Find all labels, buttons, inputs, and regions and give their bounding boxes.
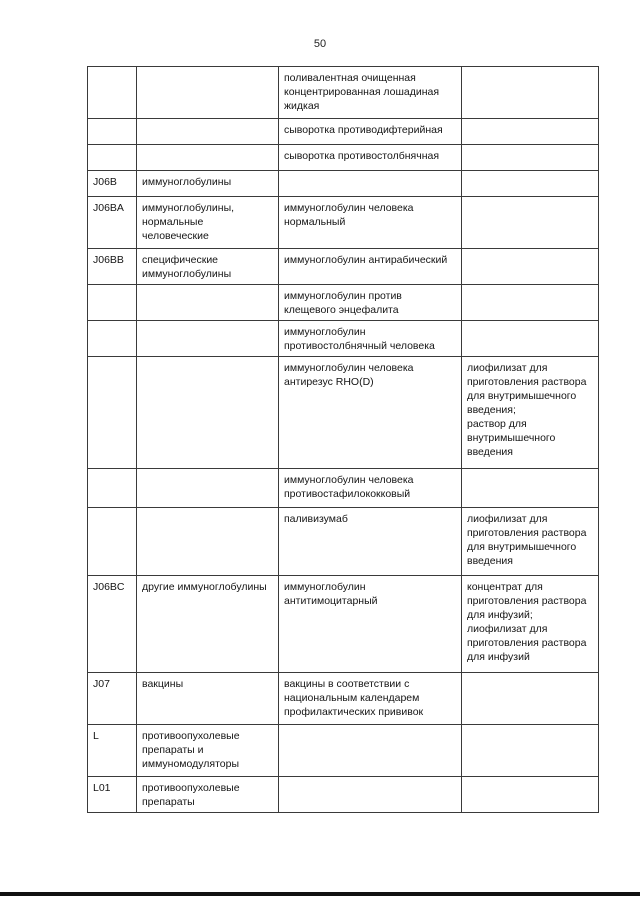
drug-name-cell — [279, 725, 462, 777]
dosage-form-cell — [462, 673, 599, 725]
atc-code-cell: J06BB — [88, 249, 137, 285]
drug-name-cell: поливалентная очищенная концентрированная лошадиная жидкая — [279, 67, 462, 119]
atc-code-cell: J06BC — [88, 576, 137, 673]
table-row — [88, 725, 599, 777]
group-name-cell: вакцины — [137, 673, 279, 725]
dosage-form-cell — [462, 321, 599, 357]
atc-code-cell — [88, 67, 137, 119]
table-row — [88, 777, 599, 813]
group-name-cell — [137, 67, 279, 119]
table-row — [88, 508, 599, 576]
table-row — [88, 145, 599, 171]
atc-code-cell — [88, 469, 137, 508]
drug-name-cell: иммуноглобулин человека нормальный — [279, 197, 462, 249]
table-row — [88, 197, 599, 249]
table-row — [88, 469, 599, 508]
table-row — [88, 576, 599, 673]
drug-name-cell: вакцины в соответствии с национальным календарем профилактических прививок — [279, 673, 462, 725]
group-name-cell — [137, 321, 279, 357]
drug-name-cell: иммуноглобулин антирабический — [279, 249, 462, 285]
drug-name-cell: иммуноглобулин противостолбнячный человека — [279, 321, 462, 357]
table-row — [88, 67, 599, 119]
dosage-form-cell: лиофилизат для приготовления раствора для внутримышечного введения; раствор для внутримышечного введения — [462, 357, 599, 469]
group-name-cell — [137, 119, 279, 145]
table-row — [88, 171, 599, 197]
dosage-form-cell: лиофилизат для приготовления раствора для внутримышечного введения — [462, 508, 599, 576]
atc-code-cell — [88, 145, 137, 171]
atc-code-cell: L — [88, 725, 137, 777]
group-name-cell: другие иммуноглобулины — [137, 576, 279, 673]
atc-code-cell: J07 — [88, 673, 137, 725]
group-name-cell — [137, 357, 279, 469]
dosage-form-cell: концентрат для приготовления раствора для инфузий; лиофилизат для приготовления раствора для инфузий — [462, 576, 599, 673]
group-name-cell: противоопухолевые препараты — [137, 777, 279, 813]
atc-code-cell — [88, 119, 137, 145]
table-row — [88, 119, 599, 145]
dosage-form-cell — [462, 197, 599, 249]
drug-name-cell: иммуноглобулин человека антирезус RHO(D) — [279, 357, 462, 469]
drug-name-cell: паливизумаб — [279, 508, 462, 576]
atc-code-cell — [88, 285, 137, 321]
group-name-cell — [137, 508, 279, 576]
atc-code-cell: J06BA — [88, 197, 137, 249]
atc-code-cell: L01 — [88, 777, 137, 813]
dosage-form-cell — [462, 171, 599, 197]
drug-name-cell: сыворотка противодифтерийная — [279, 119, 462, 145]
dosage-form-cell — [462, 469, 599, 508]
page-number: 50 — [313, 38, 327, 50]
bottom-rule — [0, 892, 640, 896]
dosage-form-cell — [462, 777, 599, 813]
dosage-form-cell — [462, 145, 599, 171]
group-name-cell: противоопухолевые препараты и иммуномодуляторы — [137, 725, 279, 777]
drug-name-cell: сыворотка противостолбнячная — [279, 145, 462, 171]
table-row — [88, 249, 599, 285]
atc-code-cell: J06B — [88, 171, 137, 197]
table-row — [88, 673, 599, 725]
dosage-form-cell — [462, 119, 599, 145]
atc-code-cell — [88, 508, 137, 576]
group-name-cell — [137, 285, 279, 321]
drug-name-cell: иммуноглобулин против клещевого энцефалита — [279, 285, 462, 321]
group-name-cell: специфические иммуноглобулины — [137, 249, 279, 285]
medication-table — [87, 66, 599, 813]
group-name-cell: иммуноглобулины — [137, 171, 279, 197]
dosage-form-cell — [462, 725, 599, 777]
table-row — [88, 285, 599, 321]
drug-name-cell: иммуноглобулин антитимоцитарный — [279, 576, 462, 673]
dosage-form-cell — [462, 285, 599, 321]
group-name-cell: иммуноглобулины, нормальные человеческие — [137, 197, 279, 249]
dosage-form-cell — [462, 67, 599, 119]
table-row — [88, 321, 599, 357]
group-name-cell — [137, 469, 279, 508]
drug-name-cell — [279, 777, 462, 813]
dosage-form-cell — [462, 249, 599, 285]
table-row — [88, 357, 599, 469]
drug-name-cell — [279, 171, 462, 197]
drug-name-cell: иммуноглобулин человека противостафилококковый — [279, 469, 462, 508]
atc-code-cell — [88, 321, 137, 357]
group-name-cell — [137, 145, 279, 171]
atc-code-cell — [88, 357, 137, 469]
